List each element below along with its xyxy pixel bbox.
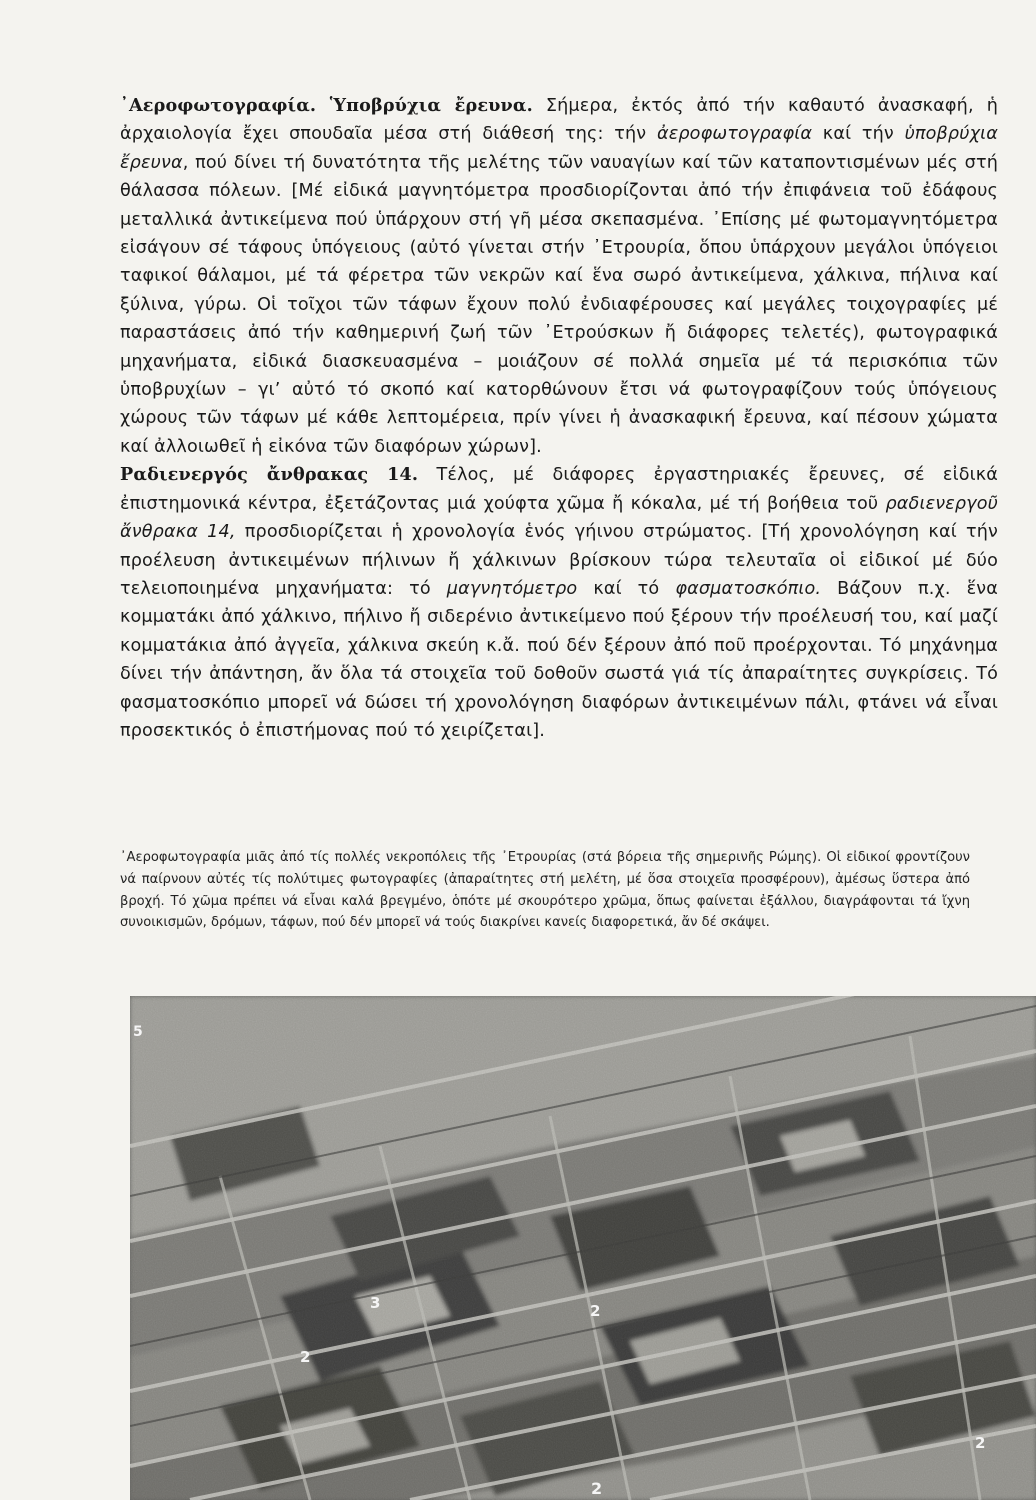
paragraph-text: Βάζουν π.χ. ἕνα κομματάκι ἀπό χάλκινο, πήλινο ἤ σιδερένιο ἀντικείμενο πού ξέρουν τήν προέλευσή του, καί μαζί κομματάκια ἀπό ἀγγεῖα, χάλκινα σκεύη κ.ἄ. πού δέν ξέρουν ἀπό ποῦ προέρχονται. Τό μηχάνημα δίνει τήν ἀπάντηση, ἄν ὅλα τά στοιχεῖα τοῦ δοθοῦν σωστά γιά τίς ἀπαραίτητες συγκρίσεις. Τό φασματοσκόπιο μπορεῖ νά δώσει τή χρονολόγηση διαφόρων ἀντικειμένων πάλι, φτάνει νά εἶναι προσεκτικός ὁ ἐπιστήμονας πού τό χειρίζεται]. <box>120 578 998 741</box>
term-aerial-photography: ἀεροφωτογραφία <box>656 124 813 145</box>
term-magnetometer: μαγνητόμετρο <box>446 578 578 599</box>
paragraph-carbon-14 <box>120 461 998 745</box>
paragraph-text: καί τό <box>577 578 676 599</box>
photo-label: 3 <box>370 1294 381 1312</box>
paragraph-aerial-photography <box>120 92 998 461</box>
paragraph-text: Σήμερα, ἐκτός ἀπό τήν καθαυτό ἀνασκαφή, ἡ ἀρχαιολογία ἔχει σπουδαῖα μέσα στή διάθεσή της: τήν <box>120 96 999 145</box>
paragraph-text: , πού δίνει τή δυνατότητα τῆς μελέτης τῶν ναυαγίων καί τῶν καταποντισμένων μές στή θάλασσα πόλεων. [Μέ εἰδικά μαγνητόμετρα προσδιορίζονται ἀπό τήν ἐπιφάνεια τοῦ ἐδάφους μεταλλικά ἀντικείμενα πού ὑπάρχουν στή γῆ μέσα σκεπασμένα. ᾿Επίσης μέ φωτομαγνητόμετρα εἰσάγουν σέ τάφους ὑπόγειους (αὐτό γίνεται στήν ᾿Ετρουρία, ὅπου ὑπάρχουν μεγάλοι ὑπόγειοι ταφικοί θάλαμοι, μέ τά φέρετρα τῶν νεκρῶν καί ἕνα σωρό ἀντικείμενα, χάλκινα, πήλινα καί ξύλινα, γύρω. Οἱ τοῖχοι τῶν τάφων ἔχουν πολύ ἐνδιαφέρουσες καί μεγάλες τοιχογραφίες μέ παραστάσεις ἀπό τήν καθημερινή ζωή τῶν ᾿Ετρούσκων ἤ διάφορες τελετές), φωτογραφικά μηχανήματα, εἰδικά διασκευασμένα – μοιάζουν σέ πολλά σημεῖα μέ τά περισκόπια τῶν ὑποβρυχίων – γι’ αὐτό τό σκοπό καί κατορθώνουν ἔτσι νά φωτογραφίζουν τούς ὑπόγειους χώρους τῶν τάφων μέ κάθε λεπτομέρεια, πρίν γίνει ἡ ἀνασκαφική ἔρευνα, καί πέσουν χώματα καί ἀλλοιωθεῖ ἡ εἰκόνα τῶν διαφόρων χώρων]. <box>120 152 998 457</box>
paragraph-text: προσδιορίζεται ἡ χρονολογία ἑνός γήινου στρώματος. [Τή χρονολόγηση καί τήν προέλευση ἀντικειμένων πήλινων ἤ χάλκινων βρίσκουν τώρα τελευταῖα οἱ εἰδικοί μέ δύο τελειοποιημένα μηχανήματα: τό <box>120 522 998 599</box>
term-carbon-14: ραδιενεργοῦ ἄνθρακα 14, <box>120 493 998 543</box>
heading-aerial-photography: ᾿Αεροφωτογραφία. Ὑποβρύχια ἔρευνα. <box>120 95 533 116</box>
photo-caption: ᾿Αεροφωτογραφία μιᾶς ἀπό τίς πολλές νεκροπόλεις τῆς ᾿Ετρουρίας (στά βόρεια τῆς σημερινῆς Ρώμης). Οἱ εἰδικοί φροντίζουν νά παίρνουν αὐτές τίς πολύτιμες φωτογραφίες (ἀπαραίτητες στή μελέτη, μέ ὅσα στοιχεῖα προσφέρουν), ἀμέσως ὕστερα ἀπό βροχή. Τό χῶμα πρέπει νά εἶναι καλά βρεγμένο, ὁπότε μέ σκουρότερο χρῶμα, ὅπως φαίνεται ἐξάλλου, διαγράφονται τά ἴχνη συνοικισμῶν, δρόμων, τάφων, πού δέν μπορεῖ νά τούς διακρίνει κανείς διαφορετικά, ἄν δέ σκάψει. <box>120 850 970 931</box>
term-spectroscope: φασματοσκόπιο. <box>675 578 822 599</box>
aerial-photograph-image <box>130 996 1036 1500</box>
photo-label: 2 <box>300 1348 311 1366</box>
paragraph-text: Τέλος, μέ διάφορες ἐργαστηριακές ἔρευνες, σέ εἰδικά ἐπιστημονικά κέντρα, ἐξετάζοντας μιά χούφτα χῶμα ἤ κόκαλα, μέ τή βοήθεια τοῦ <box>120 465 998 514</box>
photo-label: 5 <box>133 1024 143 1040</box>
photo-label: 2 <box>590 1302 601 1320</box>
photo-label: 2 <box>591 1479 603 1498</box>
paragraph-text: καί τήν <box>812 124 905 145</box>
aerial-photograph <box>130 996 1036 1500</box>
main-text <box>120 92 998 745</box>
photo-label: 2 <box>975 1434 986 1452</box>
term-underwater-research: ὑποβρύχια ἔρευνα <box>120 124 998 173</box>
heading-carbon-14: Ραδιενεργός ἄνθρακας 14. <box>120 464 419 486</box>
